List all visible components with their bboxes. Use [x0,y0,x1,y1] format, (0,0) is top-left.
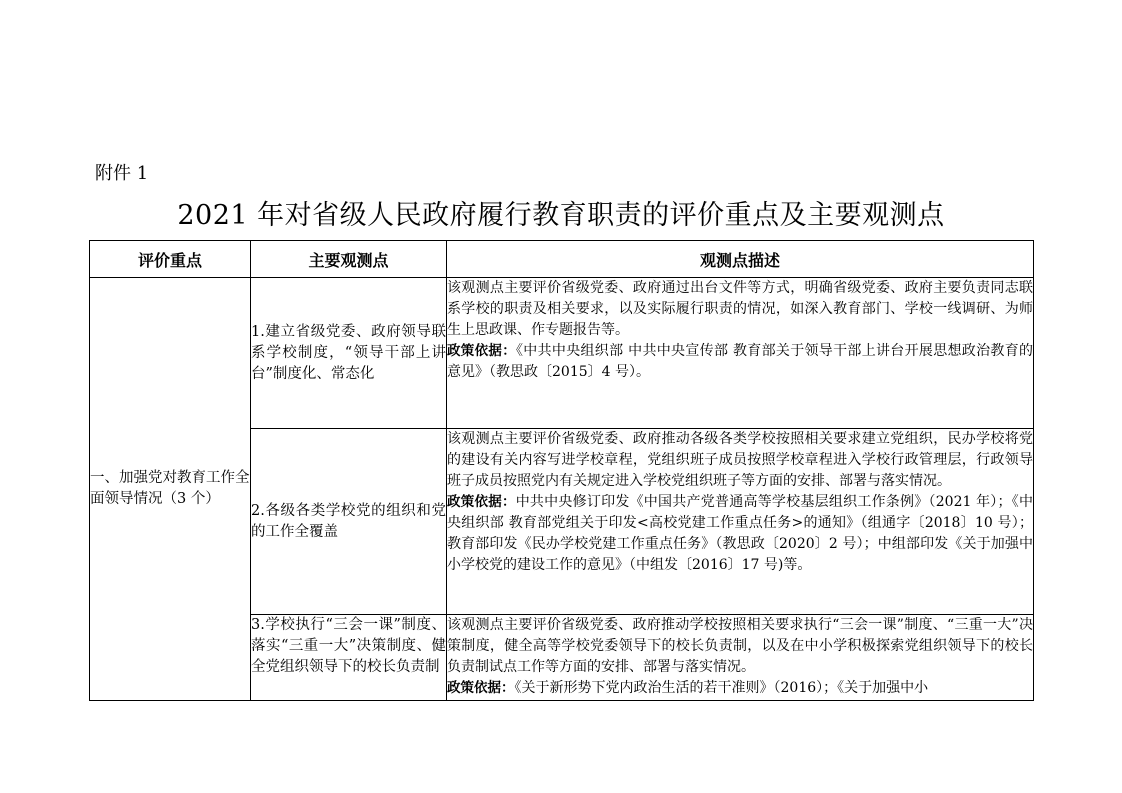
policy-basis [447,492,1033,576]
description-text: 该观测点主要评价省级党委、政府推动各级各类学校按照相关要求建立党组织，民办学校将党的建设有关内容写进学校章程，党组织班子成员按照学校章程进入学校行政管理层，行政领导班子成员按照党内有关规定进入学校党组织班子等方面的安排、部署与落实情况。 [447,431,1033,489]
observation-point-3: 3.学校执行“三会一课”制度、落实“三重一大”决策制度、健全党组织领导下的校长负责制 [251,615,447,701]
observation-point-2: 2.各级各类学校党的组织和党的工作全覆盖 [251,429,447,615]
description-cell-3 [447,615,1034,701]
observation-point-1: 1.建立省级党委、政府领导联系学校制度，“领导干部上讲台”制度化、常态化 [251,278,447,429]
table-row [90,278,1034,429]
policy-basis-label: 政策依据： [447,494,516,510]
policy-basis [447,678,1033,699]
description-text: 该观测点主要评价省级党委、政府推动学校按照相关要求执行“三会一课”制度、“三重一大”决策制度，健全高等学校党委领导下的校长负责制，以及在中小学积极探索党组织领导下的校长负责制试点工作等方面的安排、部署与落实情况。 [447,617,1033,675]
header-point: 主要观测点 [251,241,447,278]
description-cell-2 [447,429,1034,615]
annex-label: 附件 1 [95,163,149,184]
header-focus: 评价重点 [90,241,251,278]
description-text: 该观测点主要评价省级党委、政府通过出台文件等方式，明确省级党委、政府主要负责同志联系学校的职责及相关要求，以及实际履行职责的情况，如深入教育部门、学校一线调研、为师生上思政课、作专题报告等。 [447,280,1033,338]
policy-basis-label: 政策依据： [447,343,516,359]
header-description: 观测点描述 [447,241,1034,278]
evaluation-table [89,240,1034,701]
policy-basis [447,341,1033,383]
policy-basis-label: 政策依据： [447,680,515,696]
document-title: 2021 年对省级人民政府履行教育职责的评价重点及主要观测点 [177,200,945,231]
table-header-row [90,241,1034,278]
focus-area-cell: 一、加强党对教育工作全面领导情况（3 个） [90,278,251,701]
description-cell-1 [447,278,1034,429]
policy-basis-text: 《中共中央组织部 中共中央宣传部 教育部关于领导干部上讲台开展思想政治教育的意见》（教思政〔2015〕4 号）。 [447,343,1033,380]
policy-basis-text: 《关于新形势下党内政治生活的若干准则》（2016）；《关于加强中小 [514,680,929,696]
policy-basis-text: 中共中央修订印发《中国共产党普通高等学校基层组织工作条例》（2021 年）；《中央组织部 教育部党组关于印发<高校党建工作重点任务>的通知》（组通字〔2018〕10 号）；教育部印发《民办学校党建工作重点任务》（教思政〔2020〕2 号）；中组部印发《关于加强中小学校党的建设工作的意见》（中组发〔2016〕17 号)等。 [447,494,1034,573]
